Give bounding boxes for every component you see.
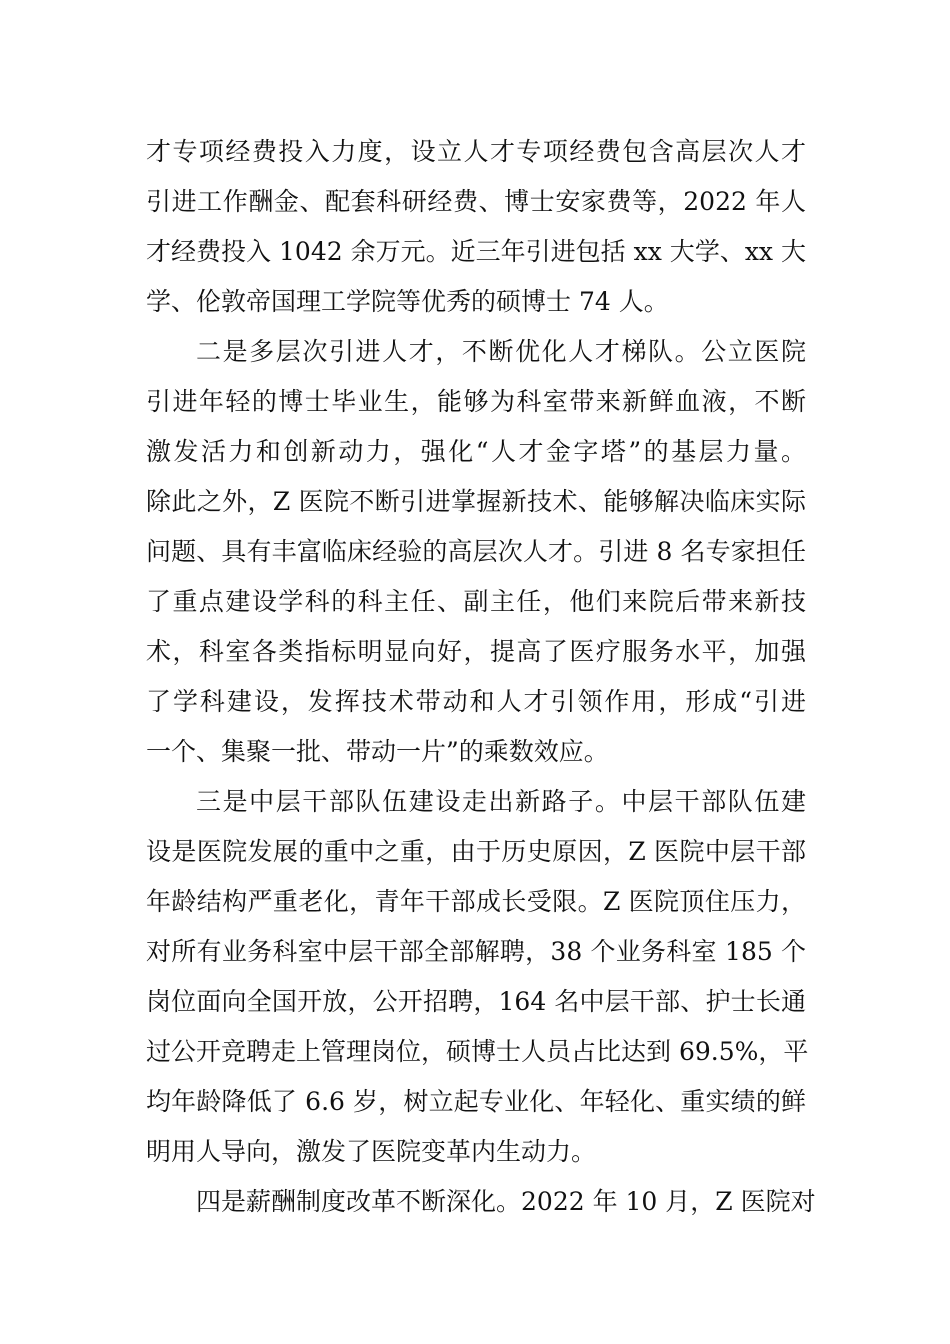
text-line: 过公开竞聘走上管理岗位，硕博士人员占比达到 69.5%，平 (146, 1037, 809, 1066)
paragraph-first-line: 四是薪酬制度改革不断深化。2022 年 10 月，Z 医院对 (196, 1187, 816, 1216)
text-line: 引进工作酬金、配套科研经费、博士安家费等，2022 年人 (146, 187, 806, 216)
text-line: 明用人导向，激发了医院变革内生动力。 (146, 1137, 597, 1166)
text-line: 了重点建设学科的科主任、副主任，他们来院后带来新技 (146, 587, 806, 616)
text-line: 一个、集聚一批、带动一片”的乘数效应。 (146, 737, 609, 766)
text-line: 术，科室各类指标明显向好，提高了医疗服务水平，加强 (146, 637, 806, 666)
text-line: 岗位面向全国开放，公开招聘，164 名中层干部、护士长通 (146, 987, 806, 1016)
text-line: 除此之外，Z 医院不断引进掌握新技术、能够解决临床实际 (146, 487, 806, 516)
text-line: 年龄结构严重老化，青年干部成长受限。Z 医院顶住压力， (146, 887, 806, 916)
paragraph-first-line: 二是多层次引进人才，不断优化人才梯队。公立医院 (196, 337, 806, 366)
text-line: 问题、具有丰富临床经验的高层次人才。引进 8 名专家担任 (146, 537, 806, 566)
text-line: 学、伦敦帝国理工学院等优秀的硕博士 74 人。 (146, 287, 669, 316)
text-line: 了学科建设，发挥技术带动和人才引领作用，形成“引进 (146, 687, 806, 716)
text-line: 引进年轻的博士毕业生，能够为科室带来新鲜血液，不断 (146, 387, 806, 416)
paragraph-first-line: 三是中层干部队伍建设走出新路子。中层干部队伍建 (196, 787, 806, 816)
text-line: 均年龄降低了 6.6 岁，树立起专业化、年轻化、重实绩的鲜 (146, 1087, 806, 1116)
text-line: 激发活力和创新动力，强化“人才金字塔”的基层力量。 (146, 437, 806, 466)
text-line: 才专项经费投入力度，设立人才专项经费包含高层次人才 (146, 137, 806, 166)
text-line: 对所有业务科室中层干部全部解聘，38 个业务科室 185 个 (146, 937, 806, 966)
text-line: 才经费投入 1042 余万元。近三年引进包括 xx 大学、xx 大 (146, 237, 806, 266)
text-line: 设是医院发展的重中之重，由于历史原因，Z 医院中层干部 (146, 837, 806, 866)
